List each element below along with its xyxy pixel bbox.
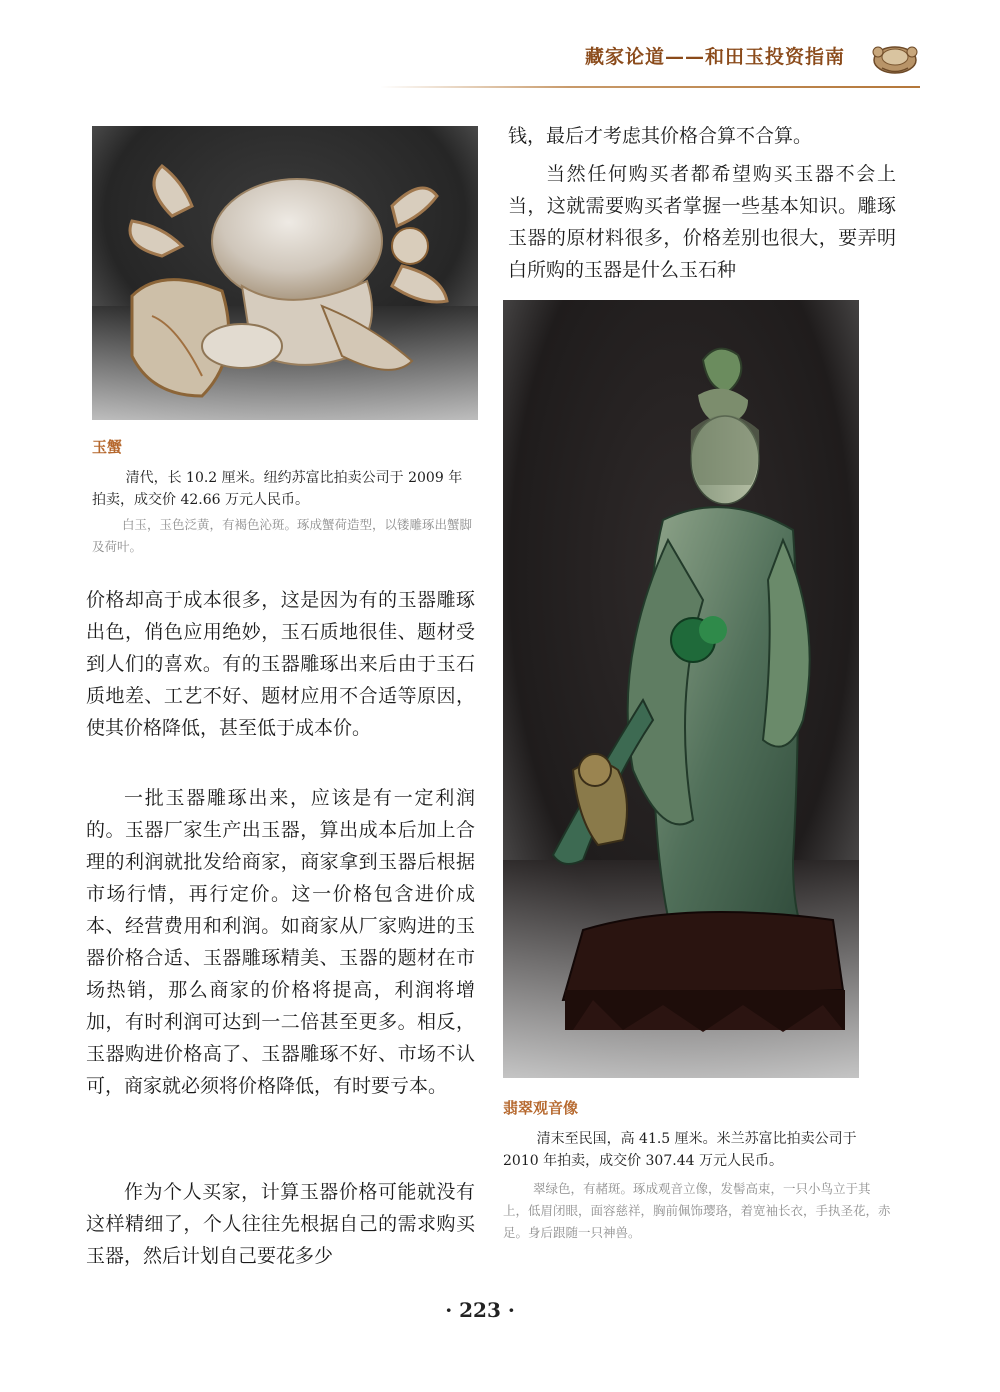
crab-caption-title: 玉蟹 bbox=[92, 438, 123, 456]
body-paragraph-left-3: 作为个人买家，计算玉器价格可能就没有这样精细了，个人往往先根据自己的需求购买玉器，然后计划自己要花多少 bbox=[86, 1181, 475, 1267]
jade-crab-photo bbox=[92, 126, 478, 420]
page-number: · 223 · bbox=[445, 1298, 515, 1322]
guanyin-caption-description: 翠绿色，有赭斑。琢成观音立像，发髻高束，一只小鸟立于其上，低眉闭眼，面容慈祥，胸前佩饰璎珞，着宽袖长衣，手执圣花，赤足。身后跟随一只神兽。 bbox=[503, 1181, 891, 1240]
guanyin-caption-title: 翡翠观音像 bbox=[503, 1099, 579, 1117]
body-paragraph-right-1: 钱，最后才考虑其价格合算不合算。 bbox=[508, 125, 813, 147]
body-paragraph-right-2: 当然任何购买者都希望购买玉器不会上当，这就需要购买者掌握一些基本知识。雕琢玉器的原材料很多，价格差别也很大，要弄明白所购的玉器是什么玉石种 bbox=[508, 163, 896, 281]
jadeite-guanyin-photo bbox=[503, 300, 859, 1078]
crab-caption-description: 白玉，玉色泛黄，有褐色沁斑。琢成蟹荷造型，以镂雕琢出蟹脚及荷叶。 bbox=[92, 517, 473, 554]
guanyin-caption-meta: 清末至民国，高 41.5 厘米。米兰苏富比拍卖公司于 2010 年拍卖，成交价 307.44 万元人民币。 bbox=[503, 1131, 857, 1169]
crab-caption-meta: 清代，长 10.2 厘米。纽约苏富比拍卖公司于 2009 年拍卖，成交价 42.66 万元人民币。 bbox=[92, 470, 463, 508]
jade-ornament-icon bbox=[870, 40, 920, 76]
body-paragraph-left-2: 一批玉器雕琢出来，应该是有一定利润的。玉器厂家生产出玉器，算出成本后加上合理的利润就批发给商家，商家拿到玉器后根据市场行情，再行定价。这一价格包含进价成本、经营费用和利润。如商家从厂家购进的玉器价格合适、玉器雕琢精美、玉器的题材在市场热销，那么商家的价格将提高，利润将增加，有时利润可达到一二倍甚至更多。相反，玉器购进价格高了、玉器雕琢不好、市场不认可，商家就必须将价格降低，有时要亏本。 bbox=[86, 787, 475, 1097]
body-paragraph-left-1: 价格却高于成本很多，这是因为有的玉器雕琢出色，俏色应用绝妙，玉石质地很佳、题材受到人们的喜欢。有的玉器雕琢出来后由于玉石质地差、工艺不好、题材应用不合适等原因，使其价格降低，甚至低于成本价。 bbox=[86, 589, 475, 739]
running-header: 藏家论道——和田玉投资指南 bbox=[585, 46, 846, 68]
header-rule bbox=[380, 86, 920, 88]
